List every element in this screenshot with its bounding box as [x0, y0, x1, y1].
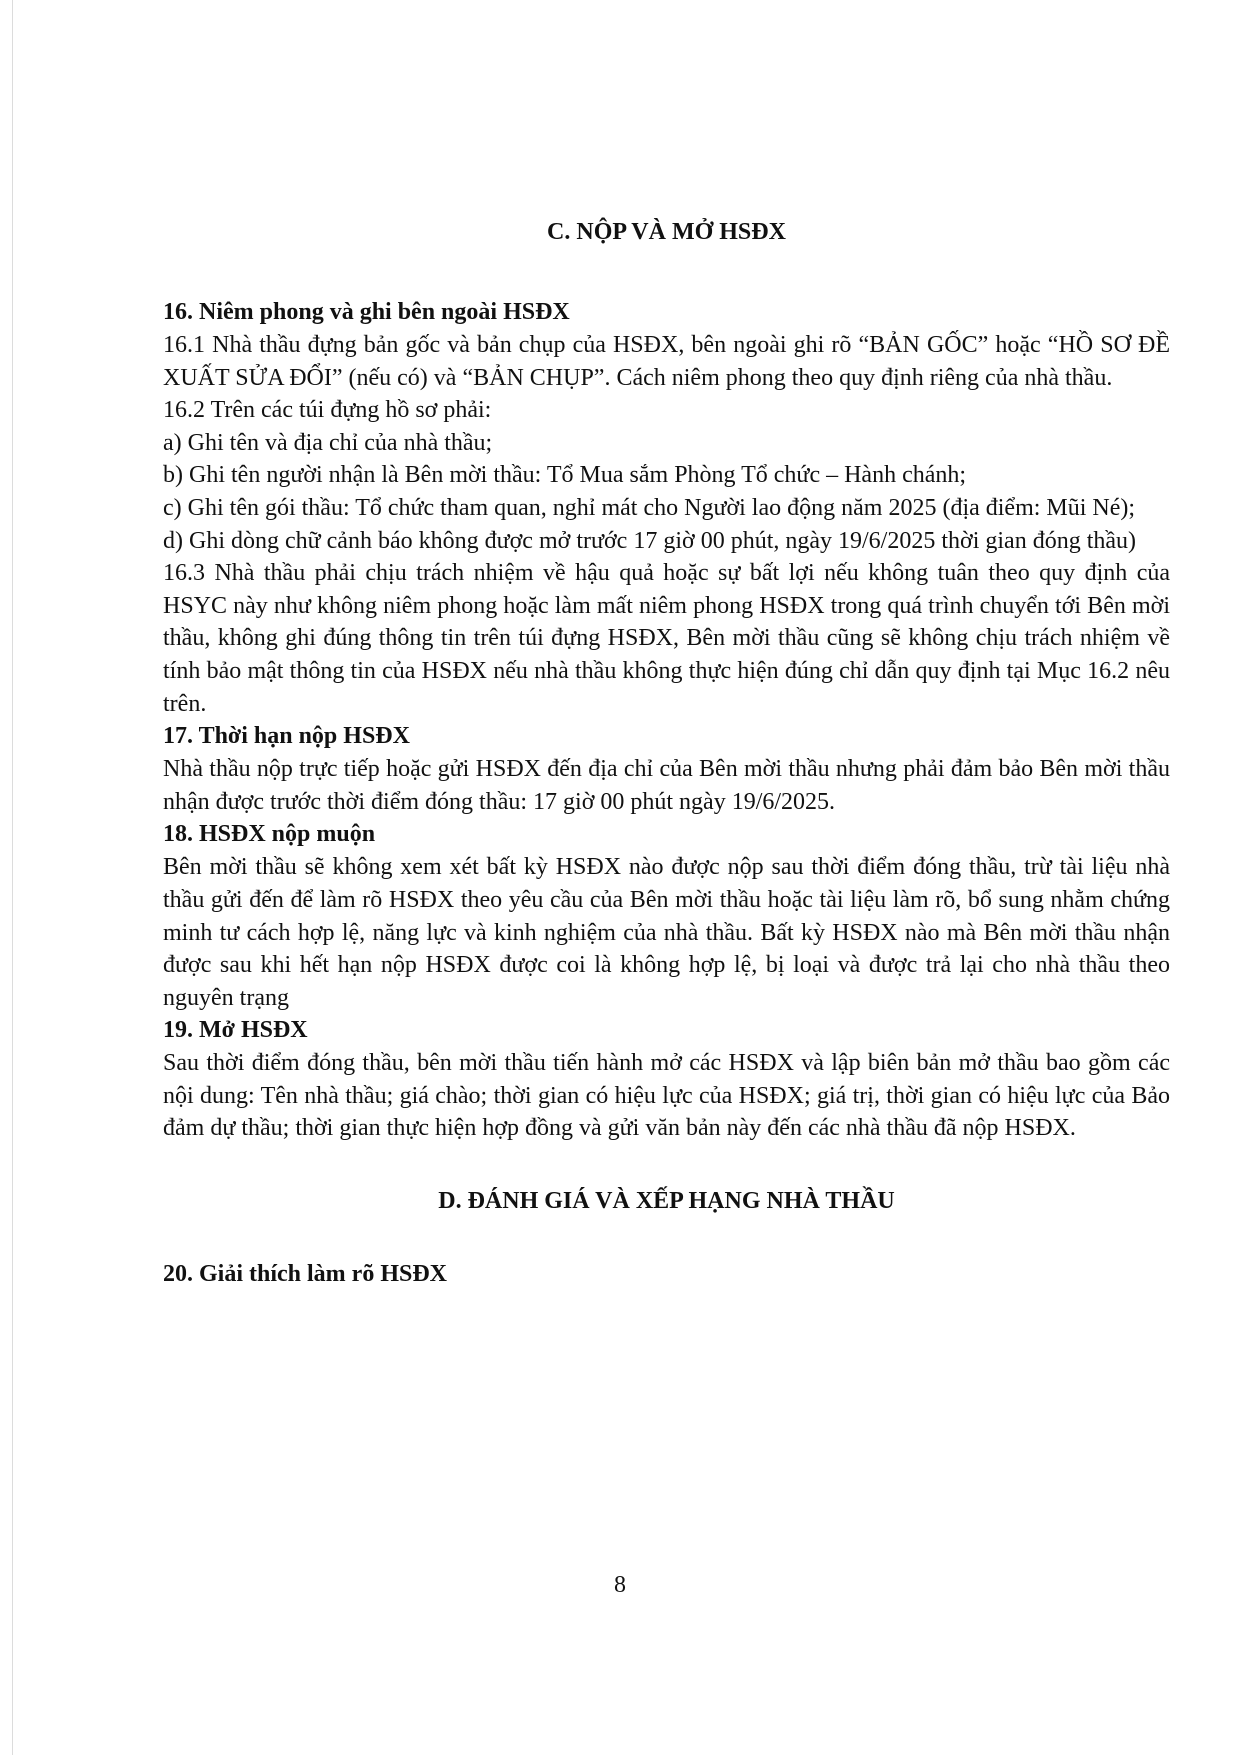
item-16-2-paragraph: 16.2 Trên các túi đựng hồ sơ phải: [163, 397, 492, 424]
item-16-heading: 16. Niêm phong và ghi bên ngoài HSĐX [163, 299, 570, 325]
item-19-paragraph: Sau thời điểm đóng thầu, bên mời thầu tiến hành mở các HSĐX và lập biên bản mở thầu bao gồm các nội dung: Tên nhà thầu; giá chào; thời gian có hiệu lực của HSĐX; giá trị, thời gian có hiệu lực của Bảo đảm dự thầu; thời gian thực hiện hợp đồng và gửi văn bản này đến các nhà thầu đã nộp HSĐX. [163, 1050, 1170, 1142]
page-edge-line [12, 0, 13, 1755]
item-19-heading: 19. Mở HSĐX [163, 1017, 308, 1044]
item-16-3-paragraph: 16.3 Nhà thầu phải chịu trách nhiệm về hậu quả hoặc sự bất lợi nếu không tuân theo quy định của HSYC này như không niêm phong hoặc làm mất niêm phong HSĐX trong quá trình chuyển tới Bên mời thầu, không ghi đúng thông tin trên túi đựng HSĐX, Bên mời thầu cũng sẽ không chịu trách nhiệm về tính bảo mật thông tin của HSĐX nếu nhà thầu không thực hiện đúng chỉ dẫn quy định tại Mục 16.2 nêu trên. [163, 560, 1170, 717]
item-18-heading: 18. HSĐX nộp muộn [163, 821, 376, 848]
item-16-2-a: a) Ghi tên và địa chỉ của nhà thầu; [163, 429, 493, 456]
item-17 [163, 720, 1170, 818]
item-16 [163, 296, 1170, 720]
item-17-paragraph: Nhà thầu nộp trực tiếp hoặc gửi HSĐX đến địa chỉ của Bên mời thầu nhưng phải đảm bảo Bên mời thầu nhận được trước thời điểm đóng thầu: 17 giờ 00 phút ngày 19/6/2025. [163, 756, 1170, 815]
item-16-2-d: d) Ghi dòng chữ cảnh báo không được mở trước 17 giờ 00 phút, ngày 19/6/2025 thời gian đóng thầu) [163, 527, 1137, 554]
page-number: 8 [614, 1572, 626, 1598]
item-16-2-b: b) Ghi tên người nhận là Bên mời thầu: Tổ Mua sắm Phòng Tổ chức – Hành chánh; [163, 462, 967, 489]
item-20-heading: 20. Giải thích làm rõ HSĐX [163, 1261, 448, 1288]
item-16-2-c: c) Ghi tên gói thầu: Tổ chức tham quan, nghỉ mát cho Người lao động năm 2025 (địa điểm: Mũi Né); [163, 494, 1136, 521]
item-16-1-paragraph: 16.1 Nhà thầu đựng bản gốc và bản chụp của HSĐX, bên ngoài ghi rõ “BẢN GỐC” hoặc “HỒ SƠ ĐỀ XUẤT SỬA ĐỔI” (nếu có) và “BẢN CHỤP”. Cách niêm phong theo quy định riêng của nhà thầu. [163, 332, 1170, 391]
item-19 [163, 1014, 1170, 1145]
section-c-title: C. NỘP VÀ MỞ HSĐX [547, 219, 786, 245]
item-17-heading: 17. Thời hạn nộp HSĐX [163, 723, 410, 750]
page-content [163, 215, 1170, 1291]
item-18-paragraph: Bên mời thầu sẽ không xem xét bất kỳ HSĐX nào được nộp sau thời điểm đóng thầu, trừ tài liệu nhà thầu gửi đến để làm rõ HSĐX theo yêu cầu của Bên mời thầu hoặc tài liệu làm rõ, bổ sung nhằm chứng minh tư cách hợp lệ, năng lực và kinh nghiệm của nhà thầu. Bất kỳ HSĐX nào mà Bên mời thầu nhận được sau khi hết hạn nộp HSĐX được coi là không hợp lệ, bị loại và được trả lại cho nhà thầu theo nguyên trạng [163, 854, 1170, 1011]
section-d-title: D. ĐÁNH GIÁ VÀ XẾP HẠNG NHÀ THẦU [438, 1188, 895, 1215]
item-18 [163, 818, 1170, 1014]
